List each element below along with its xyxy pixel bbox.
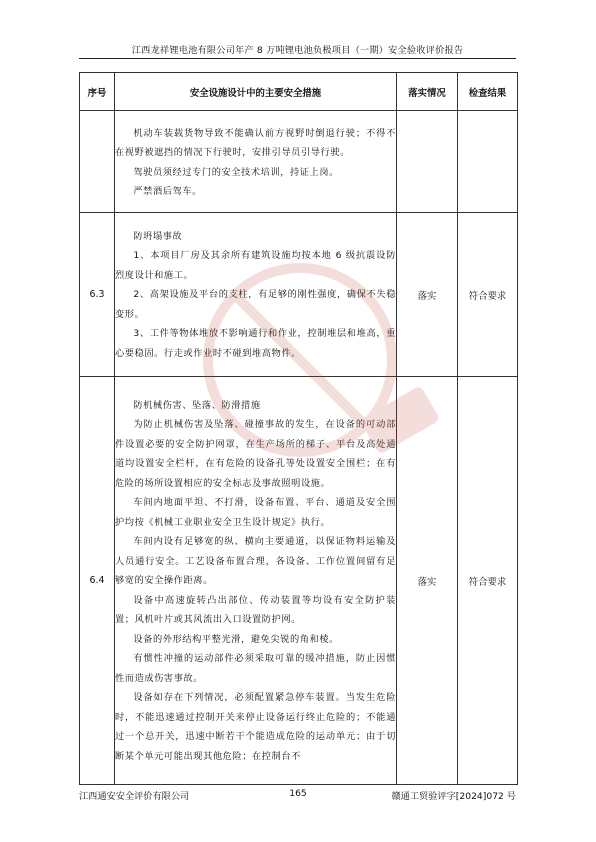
- measures-cell: [115, 377, 397, 785]
- document-number: 赣通工贸验评字[2024]072 号: [391, 791, 516, 802]
- measure-paragraph: 机动车装载货物导致不能确认前方视野时倒退行驶；不得不在视野被遮挡的情况下行驶时，安排引导员引导行驶。: [115, 127, 396, 158]
- measure-paragraph: 设备的外形结构平整光滑，避免尖锐的角和棱。: [133, 633, 339, 645]
- result-cell: [458, 111, 518, 213]
- measure-paragraph: 防机械伤害、坠落、防滑措施: [133, 399, 261, 411]
- status-cell: 落实: [397, 213, 458, 377]
- result-cell: 符合要求: [458, 213, 518, 377]
- measure-paragraph: 有惯性冲撞的运动部件必须采取可靠的缓冲措施，防止因惯性而造成伤害事故。: [115, 653, 396, 684]
- result-cell: 符合要求: [458, 377, 518, 785]
- measure-paragraph: 防坍塌事故: [133, 230, 183, 242]
- measure-paragraph: 驾驶员须经过专门的安全技术培训，持证上岗。: [133, 166, 339, 178]
- measure-paragraph: 车间内地面平坦、不打滑，设备布置、平台、通道及安全围护均按《机械工业职业安全卫生设计规定》执行。: [115, 497, 396, 528]
- footer-company: 江西通安安全评价有限公司: [79, 791, 190, 802]
- table-row: [80, 213, 518, 377]
- table-row-continuation: [80, 111, 518, 213]
- column-header-no: 序号: [80, 73, 115, 111]
- measure-paragraph: 严禁酒后驾车。: [133, 186, 202, 197]
- measure-paragraph: 设备中高速旋转凸出部位、传动装置等均设有安全防护装置；风机叶片或其风流出入口设置防护网。: [115, 594, 396, 626]
- row-number: 6.4: [80, 377, 115, 785]
- running-header: 江西龙祥锂电池有限公司年产 8 万吨锂电池负极项目（一期）安全验收评价报告: [131, 45, 464, 56]
- row-number: 6.3: [80, 213, 115, 377]
- header-rule: [79, 58, 516, 59]
- measure-paragraph: 车间内设有足够宽的纵、横向主要通道，以保证物料运输及人员通行安全。工艺设备布置合理，各设备、工作位置间留有足够宽的安全操作距离。: [115, 536, 396, 587]
- status-cell: [397, 111, 458, 213]
- measure-paragraph: 为防止机械伤害及坠落、碰撞事故的发生，在设备的可动部件设置必要的安全防护网罩，在生产场所的梯子、平台及高处通道均设置安全栏杆，在有危险的设备孔等处设置安全围栏；在有危险的场所设置相应的安全标志及事故照明设施。: [115, 419, 396, 489]
- status-cell: 落实: [397, 377, 458, 785]
- column-header-measures: 安全设施设计中的主要安全措施: [115, 73, 397, 111]
- column-header-result: 检查结果: [458, 73, 518, 111]
- measures-cell: [115, 111, 397, 213]
- column-header-status: 落实情况: [397, 73, 458, 111]
- safety-measures-table: [79, 72, 518, 785]
- measures-cell: [115, 213, 397, 377]
- table-row: [80, 377, 518, 785]
- measure-paragraph: 3、工件等物体堆放不影响通行和作业，控制堆层和堆高，重心要稳固。行走或作业时不碰到堆高物件。: [115, 328, 396, 359]
- measure-paragraph: 1、本项目厂房及其余所有建筑设施均按本地 6 级抗震设防烈度设计和施工。: [115, 250, 396, 281]
- measure-paragraph: 2、高架设施及平台的支柱，有足够的刚性强度，确保不失稳变形。: [115, 289, 396, 320]
- table-header-row: [80, 73, 518, 111]
- page-number: 165: [289, 788, 307, 799]
- measure-paragraph: 设备如存在下列情况，必须配置紧急停车装置。当发生危险时，不能迅速通过控制开关来停止设备运行终止危险的；不能通过一个总开关，迅速中断若干个能造成危险的运动单元；由于切断某个单元可能出现其他危险；在控制台不: [115, 692, 396, 762]
- row-number: [80, 111, 115, 213]
